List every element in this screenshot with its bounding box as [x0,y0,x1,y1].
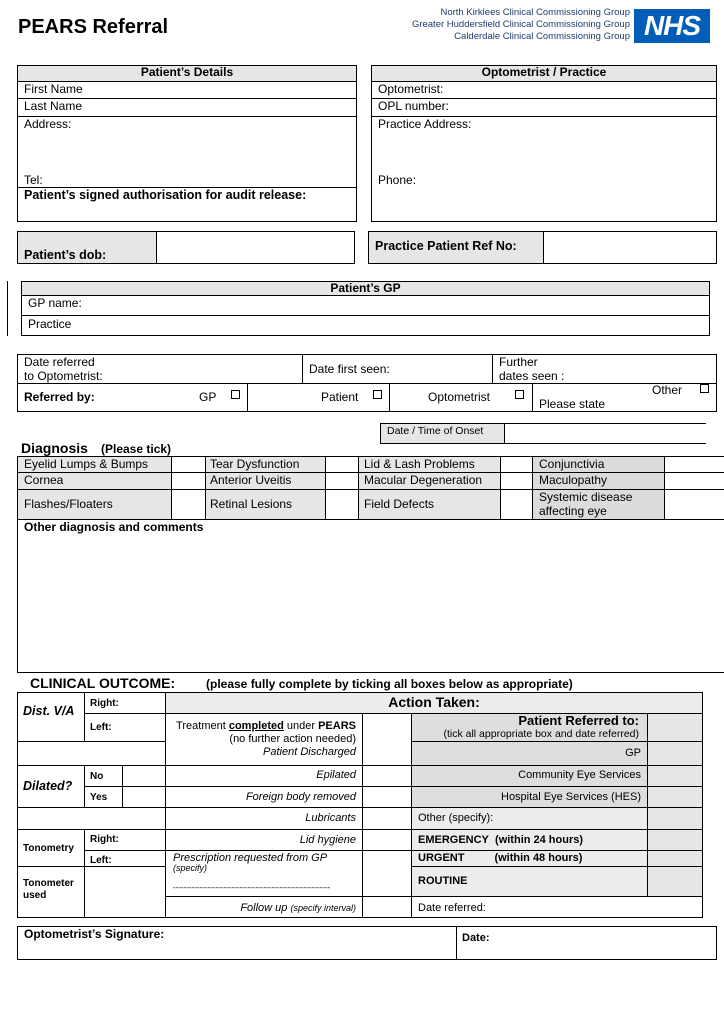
referred-optometrist-label: Optometrist [428,390,491,404]
gp-practice-field[interactable]: Practice [28,317,72,331]
phone-field[interactable]: Phone: [378,173,417,187]
dilated-yes-checkbox[interactable] [123,787,165,807]
epilated-checkbox[interactable] [363,766,411,786]
diagnosis-lid-lash: Lid & Lash Problems [364,457,475,471]
foreign-body-checkbox[interactable] [363,787,411,807]
referred-patient-checkbox[interactable] [373,390,382,399]
date-first-seen-field[interactable]: Date first seen: [309,362,390,376]
gp-name-field[interactable]: GP name: [28,296,82,310]
community-eye-option: Community Eye Services [518,769,641,781]
dob-input[interactable] [157,232,354,263]
referred-to-hint: (tick all appropriate box and date referred) [443,728,639,740]
diagnosis-checkbox[interactable] [172,457,205,472]
follow-up-label: Follow up (specify interval) [240,902,356,914]
dob-label: Patient’s dob: [24,248,107,262]
patient-details-heading: Patient’s Details [140,65,234,79]
diagnosis-eyelid: Eyelid Lumps & Bumps [24,457,149,471]
tonometer-used-input[interactable] [85,867,165,918]
practice-address-field[interactable]: Practice Address: [378,117,472,131]
last-name-field[interactable]: Last Name [24,99,83,113]
dist-va-label: Dist. V/A [23,704,75,718]
ccg-name: North Kirklees Clinical Commissioning Group [440,7,630,18]
referred-optometrist-checkbox[interactable] [515,390,524,399]
practice-ref-input[interactable] [544,232,716,263]
lubricants-label: Lubricants [305,812,356,824]
urgent-checkbox[interactable] [648,851,702,866]
prescription-dashes: ----------------------------------------------------------- [173,883,331,892]
no-further-action-label: (no further action needed) [229,733,356,745]
optometrist-heading: Optometrist / Practice [481,65,607,79]
tonometer-used-label: Tonometer [23,878,74,889]
routine-option: ROUTINE [418,875,468,887]
diagnosis-checkbox[interactable] [665,457,724,472]
lid-hygiene-checkbox[interactable] [363,830,411,850]
opl-number-field[interactable]: OPL number: [378,99,449,113]
patient-discharged-label: Patient Discharged [263,746,356,758]
treatment-completed-label: Treatment completed under PEARS [176,720,356,732]
other-specify-field[interactable]: Other (specify): [418,812,494,824]
tono-left-label: Left: [90,855,112,866]
emergency-checkbox[interactable] [648,830,702,850]
referred-by-label: Referred by: [24,390,95,404]
diagnosis-checkbox[interactable] [501,457,532,472]
dilated-no-checkbox[interactable] [123,766,165,786]
va-right-label: Right: [90,698,119,709]
prescription-label: Prescription requested from GP [173,852,328,864]
diagnosis-tear: Tear Dysfunction [210,457,300,471]
date-referred-label-2: to Optometrist: [24,369,103,383]
lid-hygiene-label: Lid hygiene [299,834,356,846]
diagnosis-retinal: Retinal Lesions [210,497,293,511]
page-title: PEARS Referral [18,16,169,38]
referred-gp-option: GP [625,747,641,759]
other-diagnosis-label: Other diagnosis and comments [24,520,204,534]
signature-date-field[interactable]: Date: [462,932,490,944]
diagnosis-systemic-2: affecting eye [539,504,607,518]
diagnosis-macular: Macular Degeneration [364,473,483,487]
optometrist-field[interactable]: Optometrist: [378,82,444,96]
action-taken-heading: Action Taken: [388,694,480,710]
diagnosis-conjunctivia: Conjunctivia [539,457,605,471]
practice-ref-label: Practice Patient Ref No: [375,239,517,253]
urgent-option: URGENT (within 48 hours) [418,852,583,864]
first-name-field[interactable]: First Name [24,82,83,96]
signature-field[interactable]: Optometrist’s Signature: [24,927,165,941]
dilated-label: Dilated? [23,779,73,793]
emergency-option: EMERGENCY (within 24 hours) [418,834,584,846]
diagnosis-heading: Diagnosis [21,440,88,456]
clinical-outcome-hint: (please fully complete by ticking all boxes below as appropriate) [206,677,573,691]
lubricants-checkbox[interactable] [363,808,411,829]
ccg-name: Calderdale Clinical Commissioning Group [454,31,630,42]
further-dates-label[interactable]: Further [499,355,538,369]
routine-checkbox[interactable] [648,867,702,896]
onset-input[interactable] [505,424,705,443]
community-eye-checkbox[interactable] [648,766,702,786]
tonometry-label: Tonometry [23,843,74,854]
ccg-name: Greater Huddersfield Clinical Commissioning Group [411,19,630,30]
prescription-checkbox[interactable] [363,851,411,896]
further-dates-label-2: dates seen : [499,369,565,383]
authorisation-field[interactable]: Patient’s signed authorisation for audit release: [24,188,307,202]
tonometer-used-label-2: used [23,890,47,901]
referred-patient-label: Patient [321,390,359,404]
referred-to-heading: Patient Referred to: [518,713,639,728]
address-field[interactable]: Address: [24,117,72,131]
hospital-eye-checkbox[interactable] [648,787,702,807]
nhs-logo: NHS [634,9,710,43]
referred-gp-option-checkbox[interactable] [648,742,702,765]
epilated-label: Epilated [316,769,356,781]
diagnosis-uveitis: Anterior Uveitis [210,473,292,487]
tono-right-label: Right: [90,834,119,845]
diagnosis-systemic: Systemic disease [539,490,633,504]
diagnosis-cornea: Cornea [24,473,64,487]
other-diagnosis-input[interactable] [18,536,718,672]
please-state-field[interactable]: Please state [539,397,606,411]
onset-label: Date / Time of Onset [387,425,484,437]
date-referred-label[interactable]: Date referred [24,355,95,369]
diagnosis-field-defects: Field Defects [364,497,435,511]
foreign-body-label: Foreign body removed [245,791,356,803]
prescription-specify-label: (specify) [173,863,208,873]
referred-other-label: Other [652,383,683,397]
va-left-label: Left: [90,722,112,733]
dilated-yes-label: Yes [90,792,108,803]
referred-gp-checkbox[interactable] [231,390,240,399]
diagnosis-maculopathy: Maculopathy [539,473,608,487]
diagnosis-flashes: Flashes/Floaters [24,497,113,511]
follow-up-checkbox[interactable] [363,897,411,918]
tel-field[interactable]: Tel: [24,173,43,187]
gp-heading: Patient’s GP [330,281,401,295]
date-referred-field[interactable]: Date referred: [418,902,486,914]
clinical-outcome-heading: CLINICAL OUTCOME: [30,675,176,691]
diagnosis-checkbox[interactable] [326,457,358,472]
dilated-no-label: No [90,771,104,782]
hospital-eye-option: Hospital Eye Services (HES) [501,791,641,803]
discharged-checkbox[interactable] [363,714,411,765]
referred-other-checkbox[interactable] [700,384,709,393]
diagnosis-hint: (Please tick) [101,442,172,456]
referred-gp-label: GP [199,390,217,404]
